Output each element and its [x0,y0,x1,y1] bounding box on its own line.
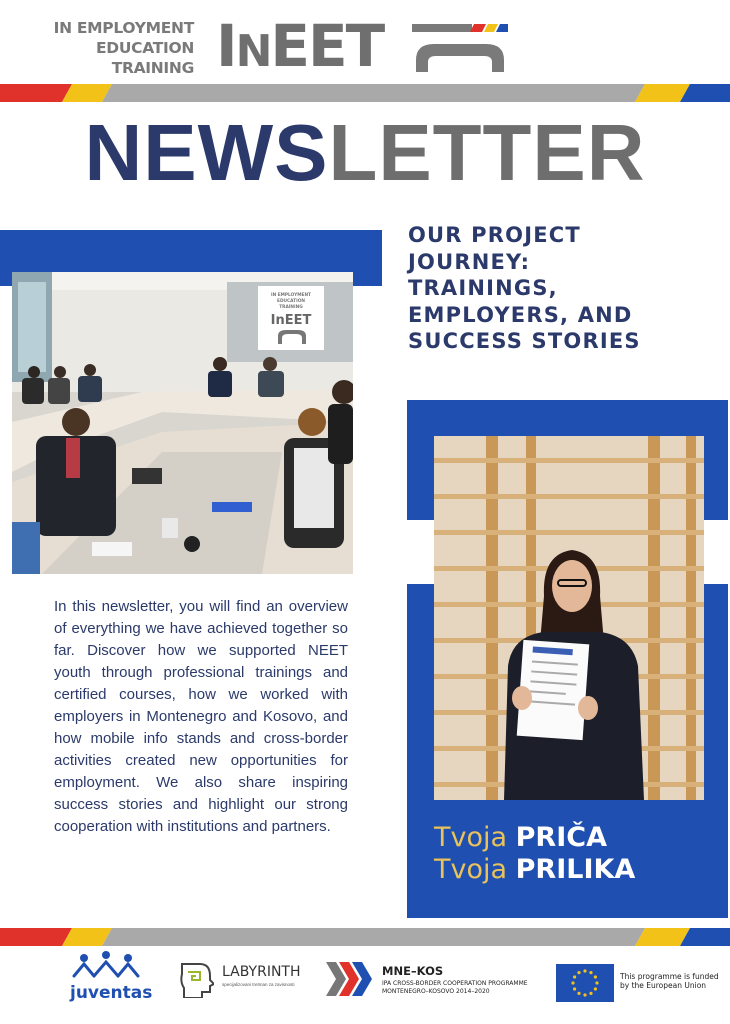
screen-brand-line: IN EMPLOYMENT [271,293,311,298]
heading-line: SUCCESS STORIES [408,329,641,353]
brand-line: TRAINING [111,59,194,77]
screen-brand-line: TRAINING [279,305,303,310]
heading-line: JOURNEY: [408,249,531,274]
brand-tagline [40,18,194,78]
intro-paragraph: In this newsletter, you will find an overview of everything we have achieved together so far. Discover how we supported NEET youth through professional trainings and certified courses, how we worked with employers in Montenegro and Kosovo, and how mobile info stands and cross-border activities created new opportunities for employment. We also share inspiring success stories and highlight our strong cooperation with institutions and partners. [54,598,348,835]
certificate-photo [434,436,704,800]
mne-kos-sub: MONTENEGRO–KOSOVO 2014–2020 [382,988,490,995]
labyrinth-sublabel: specijalizovani tretman za zavisnosti [222,982,295,987]
slogan-line-1: Tvoja PRIČA [434,822,607,853]
section-heading [408,222,708,355]
slogan [434,822,724,886]
heading-line: TRAININGS, [408,276,558,300]
meeting-photo [12,272,353,574]
juventas-figures-icon [70,950,142,980]
labyrinth-logo [178,950,301,1008]
juventas-logo [70,950,153,1008]
screen-logo: InEET [270,313,312,328]
eu-flag-icon [556,964,614,1002]
brand-line: EDUCATION [96,39,194,57]
newsletter-title: NEWSLETTER [84,108,646,197]
heading-line: EMPLOYERS, AND [408,302,633,327]
bottom-color-stripe [0,928,730,946]
ineet-logo-icon [412,22,508,74]
slogan-line-2: Tvoja PRILIKA [434,854,636,885]
labyrinth-head-icon [178,958,214,998]
brand-line: IN EMPLOYMENT [53,19,194,37]
top-color-stripe [0,84,730,102]
eu-funding-line: This programme is funded [620,972,719,981]
ineet-logo-text: INEET [216,12,384,80]
chevrons-icon [326,962,374,996]
mne-kos-title: MNE–KOS [382,964,444,978]
screen-brand-line: EDUCATION [277,299,305,304]
eu-funding-line: by the European Union [620,981,707,990]
mne-kos-sub: IPA CROSS-BORDER COOPERATION PROGRAMME [382,980,528,987]
eu-funding-logo [556,950,719,1008]
heading-line: OUR PROJECT [408,223,581,247]
juventas-label: juventas [70,983,153,1003]
mne-kos-logo [326,950,526,1008]
labyrinth-label: LABYRINTH [222,964,301,980]
